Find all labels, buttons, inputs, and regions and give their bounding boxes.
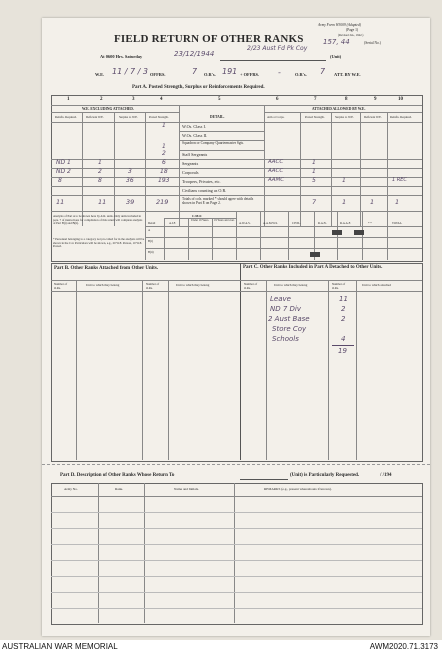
- analysis-col-civil: CIVIL.: [292, 221, 301, 225]
- shaded-cell: [332, 230, 342, 235]
- col-num-10: 10: [398, 97, 403, 102]
- form-page: (Page 1): [346, 28, 359, 32]
- col-num-2: 2: [100, 97, 103, 102]
- part-c-unit-1: Leave: [270, 295, 291, 303]
- col-num-5: 5: [218, 97, 221, 102]
- part-c-col-unit-2: Unit to which attached: [362, 283, 391, 287]
- header-att-posted: Posted Strength.: [305, 115, 325, 119]
- plus-offrs-label: + OFFRS.: [240, 72, 260, 77]
- unit-value: 2/23 Aust Fd Pk Coy: [247, 45, 308, 52]
- row-detail-totals: Totals of cols. marked * should agree with details shown in Part E on Page 2.: [182, 197, 254, 206]
- row-deficient-cpl: 2: [98, 168, 102, 175]
- unit-label: (Unit): [330, 54, 342, 59]
- row-att-posted-sgt: 1: [312, 159, 316, 166]
- row-att-posted-ptes: 5: [312, 177, 316, 184]
- part-d-title-unit: (Unit) is Particularly Requested.: [290, 473, 360, 478]
- row-arm-cpl: AACC: [268, 168, 284, 174]
- ors2-value: 7: [320, 67, 326, 76]
- part-a-title: Part A. Posted Strength, Surplus or Reinforcements Required.: [132, 85, 265, 90]
- part-c-col-number-2: Number of O.Rs.: [332, 282, 346, 290]
- header-att-reinfts: Reinfts. Required.: [390, 115, 412, 119]
- row-reinf-cpl: ND 2: [56, 168, 71, 175]
- form-title: FIELD RETURN OF OTHER RANKS: [114, 33, 304, 45]
- part-c-total: 19: [338, 347, 347, 355]
- row-att-surplus-ptes: 1: [342, 177, 346, 184]
- row-posted-wo1: 1: [162, 122, 166, 129]
- cmf-header: C.M.F.: [192, 214, 202, 218]
- part-b-col-unit-2: Unit to which they belong: [176, 283, 210, 287]
- col-num-1: 1: [67, 97, 70, 102]
- row-deficient-ptes: 8: [98, 177, 102, 184]
- footer-bar: [0, 640, 442, 653]
- part-c-title: Part C. Other Ranks Included in Part A Detached to Other Units.: [243, 265, 383, 270]
- ors2-label: O.R's.: [295, 72, 307, 77]
- row-deficient-totals: 11: [98, 198, 107, 206]
- offrs-value: 7: [192, 67, 198, 76]
- ors-label: O.R's.: [204, 72, 216, 77]
- part-c-col-unit: Unit to which they belong: [274, 283, 308, 287]
- part-c-unit-4: Store Coy: [272, 325, 307, 333]
- unit-underline: [220, 60, 326, 61]
- serial-label: (Serial No.): [364, 41, 381, 45]
- row-att-posted-cpl: 1: [312, 168, 316, 175]
- shaded-cell: [354, 230, 364, 235]
- part-c-number-1: 11: [339, 295, 348, 303]
- analysis-row-bi: B(i): [148, 239, 153, 243]
- row-detail-cpl: Corporals: [182, 170, 199, 175]
- analysis-row-a: A: [148, 228, 151, 232]
- row-detail-wo2: W.Os. Class II.: [182, 133, 208, 138]
- col-num-8: 8: [345, 97, 348, 102]
- row-detail-wo1: W.Os. Class I.: [182, 124, 206, 129]
- we-value: 11 / 7 / 3: [112, 67, 148, 76]
- part-d-col-remarks: REMARKS (e.g., present whereabouts if known).: [264, 487, 332, 491]
- analysis-col-aif: A.I.F.: [169, 221, 176, 225]
- analysis-col-aamws: A.A.M.W.S.: [263, 221, 278, 225]
- ors-value: 191: [222, 67, 238, 76]
- row-detail-civil: Civilians counting as O.R.: [182, 188, 227, 193]
- row-detail-cqms: Squadron or Company Quartermaster Sgts.: [182, 141, 244, 145]
- header-att-deficient: Deficient W.E.: [364, 115, 382, 119]
- part-c-number-5: 4: [341, 335, 346, 343]
- row-surplus-ptes: 36: [126, 177, 134, 184]
- part-d-col-army-no: Army No.: [64, 487, 78, 491]
- part-d-col-name: Name and Initials.: [174, 487, 199, 491]
- part-b-title: Part B. Other Ranks Attached from Other Units.: [54, 266, 159, 271]
- part-c-number-2: 2: [341, 305, 346, 313]
- analysis-note: Analysis of Part A to be shown here by ALL units. Only units included in para. 7 of instructions for compilation of this return will complete analysis of Part B(i) and B(ii).: [53, 214, 143, 226]
- right-margin-note: 1 REC: [392, 177, 407, 183]
- analysis-col-raaf: R.A.A.F.: [340, 221, 351, 225]
- part-d-table: [51, 483, 423, 625]
- at-line: At 0600 Hrs. Saturday: [100, 54, 143, 59]
- row-posted-ptes: 193: [158, 177, 170, 184]
- serial-value: 157, 44: [323, 38, 350, 46]
- row-reinf-ptes: 8: [58, 177, 62, 184]
- col-num-9: 9: [374, 97, 377, 102]
- part-c-unit-3: 2 Aust Base: [268, 315, 310, 323]
- att-label: ATT. BY W.E.: [334, 72, 361, 77]
- analysis-note-2: * Personnel belonging to a category not pro-vided for in the analysis will be shown in the Col. Particulars will be shown, e.g., 20 W.E. Person, 10 W.E. Posted.: [53, 237, 145, 249]
- analysis-col-under19: Under 19 Years.: [191, 219, 210, 222]
- part-d-title: Part D. Description of Other Ranks Whose Return To: [60, 473, 175, 478]
- we-excluding-header: W.E. EXCLUDING ATTACHED.: [82, 107, 134, 111]
- row-att-reinf-totals: 1: [395, 198, 400, 206]
- row-arm-sgt: AACC: [268, 159, 284, 165]
- analysis-col-awas: A.W.A.S.: [239, 221, 251, 225]
- row-arm-ptes: AAMC: [268, 177, 285, 183]
- row-reinf-sgt: ND 1: [56, 159, 71, 166]
- footer-accession: AWM2020.71.3173: [369, 642, 438, 651]
- part-b-col-number: Number of O.Rs.: [54, 282, 68, 290]
- row-posted-cqms: 1: [162, 143, 166, 150]
- date-value: 23/12/1944: [174, 50, 215, 58]
- header-deficient: Deficient W.E.: [86, 115, 104, 119]
- row-reinf-totals: 11: [56, 198, 65, 206]
- form-id: Army Form W3009 (Adapted): [318, 23, 362, 27]
- part-b-col-number-2: Number of O.Rs.: [146, 282, 160, 290]
- col-num-3: 3: [132, 97, 135, 102]
- form-sheet: [42, 18, 430, 636]
- footer-credit: AUSTRALIAN WAR MEMORIAL: [2, 642, 118, 651]
- analysis-col-ran: R.A.N.: [318, 221, 327, 225]
- col-num-7: 7: [314, 97, 317, 102]
- col-num-4: 4: [160, 97, 163, 102]
- form-revised: (Revised Jan., 1942.): [338, 33, 364, 37]
- row-surplus-totals: 39: [126, 198, 135, 206]
- row-detail-sgt: Sergeants: [182, 161, 199, 166]
- part-c-number-3: 2: [341, 315, 346, 323]
- row-detail-ssgt: Staff Sergeants: [182, 152, 208, 157]
- fold-line: [42, 464, 430, 465]
- we-label: W.E.: [95, 72, 105, 77]
- part-bc-frame: [51, 263, 423, 462]
- row-deficient-sgt: 1: [98, 159, 102, 166]
- row-att-posted-totals: 7: [312, 198, 317, 206]
- plus-offrs-value: -: [278, 68, 281, 77]
- header-posted: Posted Strength.: [149, 115, 169, 119]
- analysis-col-other: * *: [368, 221, 372, 225]
- row-surplus-cpl: 3: [128, 168, 132, 175]
- col-num-6: 6: [276, 97, 279, 102]
- row-posted-cpl: 18: [160, 168, 168, 175]
- part-c-unit-5: Schools: [272, 335, 299, 343]
- part-d-col-rank: Rank.: [115, 487, 124, 491]
- row-posted-ssgt: 2: [162, 150, 166, 157]
- row-att-deficient-totals: 1: [370, 198, 375, 206]
- part-c-unit-2: ND 7 Div: [270, 305, 302, 313]
- row-detail-ptes: Troopers, Privates, etc.: [182, 179, 221, 184]
- analysis-col-total: TOTAL.: [392, 221, 403, 225]
- header-att-surplus: Surplus to W.E.: [335, 115, 354, 119]
- row-att-surplus-totals: 1: [342, 198, 347, 206]
- analysis-row-bii: B(ii): [148, 250, 154, 254]
- row-posted-sgt: 6: [162, 159, 166, 166]
- part-b-col-unit: Unit to which they belong: [86, 283, 120, 287]
- attached-header: ATTACHED ALLOWED BY W.E.: [312, 107, 366, 111]
- part-c-col-number: Number of O.Rs.: [244, 282, 258, 290]
- header-surplus: Surplus to W.E.: [119, 115, 138, 119]
- analysis-col-19over: 19 Years and over.: [214, 219, 235, 222]
- header-arm: Arm or Corps.: [267, 115, 285, 119]
- row-posted-totals: 219: [156, 198, 169, 206]
- part-d-title-date: / /194: [380, 473, 392, 478]
- shaded-cell: [310, 252, 320, 257]
- offrs-label: OFFRS.: [150, 72, 166, 77]
- header-detail: DETAIL.: [210, 115, 225, 119]
- analysis-col-detail: Detail: [148, 221, 156, 225]
- header-reinfts: Reinfts. Required.: [55, 115, 77, 119]
